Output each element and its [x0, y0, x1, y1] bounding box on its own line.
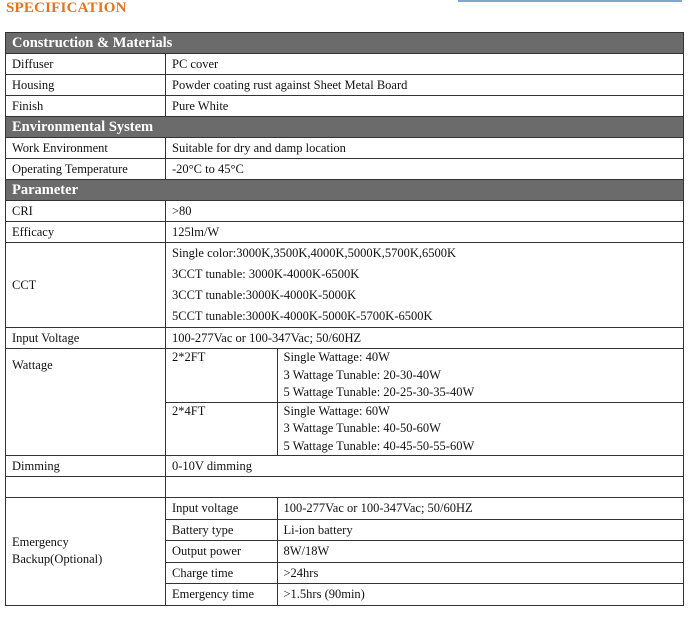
row-label: Diffuser: [6, 54, 166, 75]
row-label: CRI: [6, 201, 166, 222]
table-row-cct: [6, 243, 684, 328]
table-row-efficacy: [6, 222, 684, 243]
row-value: Suitable for dry and damp location: [166, 138, 684, 159]
page-title: SPECIFICATION: [6, 0, 127, 16]
emergency-key: Emergency time: [166, 584, 277, 605]
table-row-dimming: [6, 456, 684, 477]
row-label: Efficacy: [6, 222, 166, 243]
header-rule: [458, 0, 682, 2]
emergency-row: [166, 519, 683, 541]
emergency-value: >1.5hrs (90min): [277, 584, 683, 605]
wattage-line: Single Wattage: 40W: [283, 350, 390, 364]
table-row-empty: [6, 477, 684, 498]
row-value: 125lm/W: [166, 222, 684, 243]
emergency-row: [166, 562, 683, 584]
wattage-line: 3 Wattage Tunable: 20-30-40W: [283, 367, 441, 382]
table-row-emergency: [6, 498, 684, 606]
specification-table: [5, 32, 684, 606]
row-value: PC cover: [166, 54, 684, 75]
emergency-value: 8W/18W: [277, 541, 683, 563]
row-label: Work Environment: [6, 138, 166, 159]
emergency-value: >24hrs: [277, 562, 683, 584]
wattage-line: 3 Wattage Tunable: 40-50-60W: [283, 421, 441, 435]
row-value: Powder coating rust against Sheet Metal Board: [166, 75, 684, 96]
emergency-row: [166, 584, 683, 605]
section-title: Environmental System: [6, 117, 684, 138]
row-label: Operating Temperature: [6, 159, 166, 180]
section-header-parameter: [6, 180, 684, 201]
wattage-options: [277, 402, 683, 455]
cct-line: Single color:3000K,3500K,4000K,5000K,5700K,6500K: [172, 246, 457, 260]
wattage-values: [166, 349, 684, 456]
emergency-value: 100-277Vac or 100-347Vac; 50/60HZ: [277, 498, 683, 519]
row-label-emergency: [6, 498, 166, 606]
cct-line: 5CCT tunable:3000K-4000K-5000K-5700K-6500K: [172, 309, 433, 323]
table-row: [6, 159, 684, 180]
section-header-environmental: [6, 117, 684, 138]
emergency-key: Charge time: [166, 562, 277, 584]
row-label: Housing: [6, 75, 166, 96]
table-row-wattage: [6, 349, 684, 456]
wattage-line: 5 Wattage Tunable: 20-25-30-35-40W: [283, 385, 475, 399]
emergency-label-line: Backup(Optional): [12, 552, 103, 567]
wattage-size: 2*4FT: [166, 402, 277, 455]
emergency-key: Input voltage: [166, 498, 277, 519]
row-label: Finish: [6, 96, 166, 117]
emergency-key: Battery type: [166, 519, 277, 541]
wattage-subtable: [166, 349, 683, 455]
empty-cell: [166, 477, 684, 498]
row-label: Wattage: [6, 349, 166, 456]
wattage-group: [166, 349, 683, 402]
cct-line: 3CCT tunable: 3000K-4000K-6500K: [172, 267, 360, 281]
row-value: Pure White: [166, 96, 684, 117]
cct-values: [166, 243, 684, 328]
wattage-line: Single Wattage: 60W: [283, 403, 390, 418]
section-title: Parameter: [6, 180, 684, 201]
row-value: >80: [166, 201, 684, 222]
wattage-options: [277, 349, 683, 402]
table-row: [6, 54, 684, 75]
table-row: [6, 96, 684, 117]
section-header-construction: [6, 33, 684, 54]
emergency-subtable: [166, 498, 683, 605]
wattage-size: 2*2FT: [166, 349, 277, 402]
wattage-group: [166, 402, 683, 455]
row-value: 100-277Vac or 100-347Vac; 50/60HZ: [166, 328, 684, 349]
table-row: [6, 138, 684, 159]
emergency-label-line: Emergency: [12, 535, 69, 550]
wattage-line: 5 Wattage Tunable: 40-45-50-55-60W: [283, 438, 475, 453]
emergency-row: [166, 541, 683, 563]
table-row-cri: [6, 201, 684, 222]
emergency-values: [166, 498, 684, 606]
empty-cell: [6, 477, 166, 498]
row-label: Dimming: [6, 456, 166, 477]
row-label: Input Voltage: [6, 328, 166, 349]
emergency-key: Output power: [166, 541, 277, 563]
table-row: [6, 75, 684, 96]
row-value: -20°C to 45°C: [166, 159, 684, 180]
table-row-input-voltage: [6, 328, 684, 349]
cct-line: 3CCT tunable:3000K-4000K-5000K: [172, 288, 357, 302]
section-title: Construction & Materials: [6, 33, 684, 54]
row-value: 0-10V dimming: [166, 456, 684, 477]
emergency-value: Li-ion battery: [277, 519, 683, 541]
row-label: CCT: [6, 243, 166, 328]
emergency-row: [166, 498, 683, 519]
